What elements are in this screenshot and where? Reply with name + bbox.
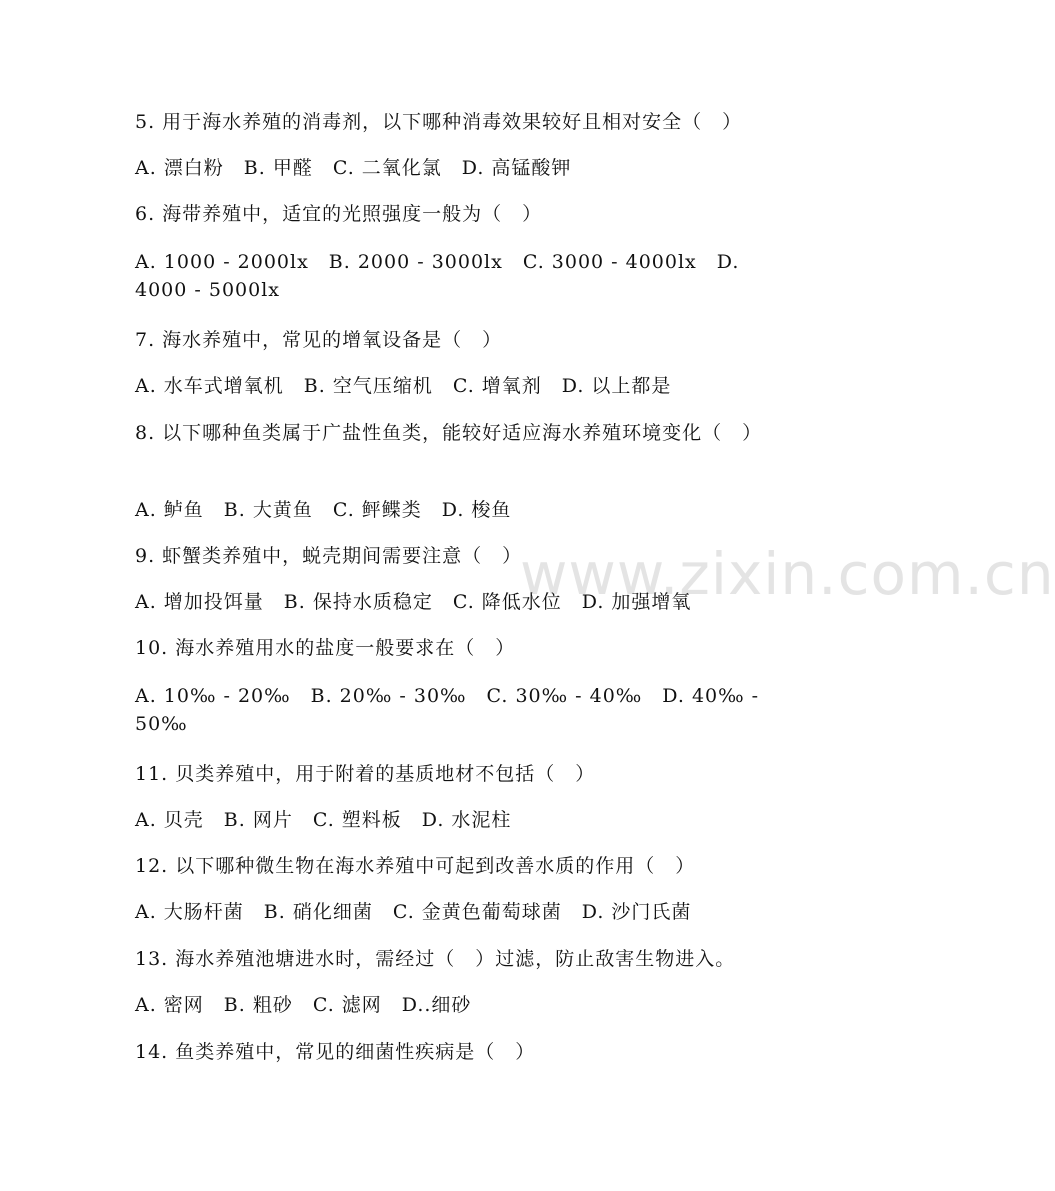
options-7: A. 水车式增氧机 B. 空气压缩机 C. 增氧剂 D. 以上都是 [135,375,672,397]
options-13: A. 密网 B. 粗砂 C. 滤网 D..细砂 [135,994,472,1016]
question-8: 8. 以下哪种鱼类属于广盐性鱼类，能较好适应海水养殖环境变化（ ） [135,422,763,444]
question-12: 12. 以下哪种微生物在海水养殖中可起到改善水质的作用（ ） [135,855,696,877]
question-5: 5. 用于海水养殖的消毒剂，以下哪种消毒效果较好且相对安全（ ） [135,111,743,133]
question-6: 6. 海带养殖中，适宜的光照强度一般为（ ） [135,203,543,225]
watermark: www.zixin.com.cn [520,540,1055,608]
options-8: A. 鲈鱼 B. 大黄鱼 C. 鲆鲽类 D. 梭鱼 [135,499,512,521]
options-5: A. 漂白粉 B. 甲醛 C. 二氧化氯 D. 高锰酸钾 [135,157,572,179]
question-13: 13. 海水养殖池塘进水时，需经过（ ）过滤，防止敌害生物进入。 [135,948,736,970]
options-10: A. 10‰ - 20‰ B. 20‰ - 30‰ C. 30‰ - 40‰ D. 40‰ - 50‰ [135,685,767,735]
options-6: A. 1000 - 2000lx B. 2000 - 3000lx C. 3000 - 4000lx D. 4000 - 5000lx [135,251,747,301]
question-9: 9. 虾蟹类养殖中，蜕壳期间需要注意（ ） [135,545,523,567]
options-9: A. 增加投饵量 B. 保持水质稳定 C. 降低水位 D. 加强增氧 [135,591,692,613]
question-7: 7. 海水养殖中，常见的增氧设备是（ ） [135,329,503,351]
question-11: 11. 贝类养殖中，用于附着的基质地材不包括（ ） [135,763,596,785]
options-12: A. 大肠杆菌 B. 硝化细菌 C. 金黄色葡萄球菌 D. 沙门氏菌 [135,901,692,923]
question-10: 10. 海水养殖用水的盐度一般要求在（ ） [135,637,516,659]
options-11: A. 贝壳 B. 网片 C. 塑料板 D. 水泥柱 [135,809,512,831]
question-14: 14. 鱼类养殖中，常见的细菌性疾病是（ ） [135,1041,536,1063]
